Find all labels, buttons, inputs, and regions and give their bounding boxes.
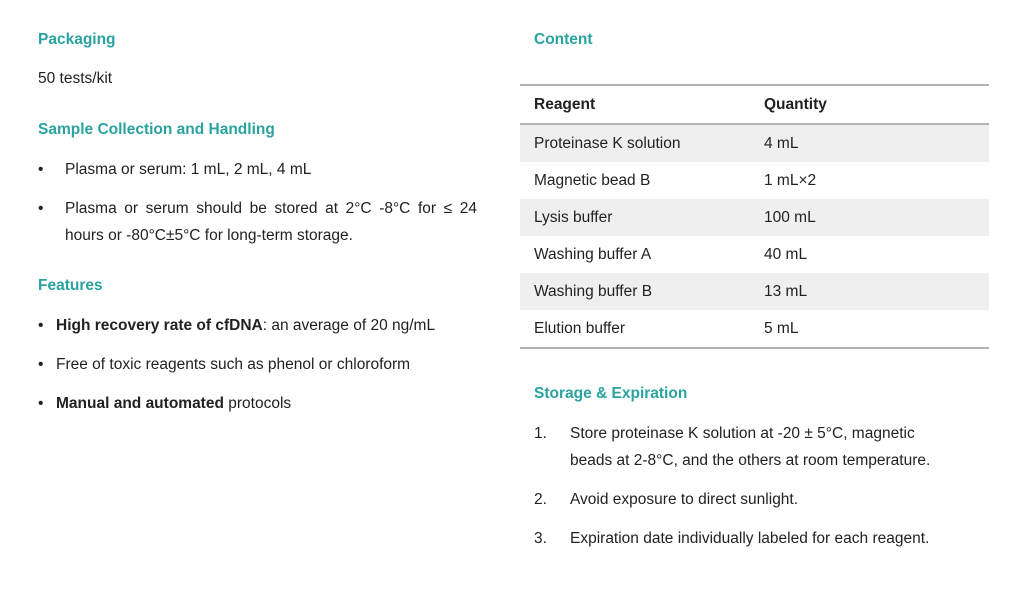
storage-item-line: beads at 2-8°C, and the others at room temperature. [570,452,931,469]
column-header-reagent: Reagent [534,95,596,113]
quantity-cell: 13 mL [764,282,808,300]
quantity-cell: 100 mL [764,208,816,226]
sample-bullet-text: Plasma or serum: 1 mL, 2 mL, 4 mL [65,161,312,178]
feature-rest-text: Free of toxic reagents such as phenol or chloroform [56,356,411,373]
storage-item-text: Expiration date individually labeled for each reagent. [570,530,930,547]
content-heading: Content [534,31,593,48]
bullet-icon: • [38,200,44,217]
quantity-cell: 5 mL [764,319,799,337]
feature-text [56,351,410,378]
reagent-cell: Lysis buffer [534,208,613,226]
list-number: 2. [534,491,547,508]
list-number: 1. [534,425,547,442]
packaging-heading: Packaging [38,31,116,48]
reagent-cell: Proteinase K solution [534,134,681,152]
table-row [520,236,989,273]
reagent-cell: Washing buffer A [534,245,652,263]
bullet-icon: • [38,395,44,412]
list-number: 3. [534,530,547,547]
reagent-cell: Magnetic bead B [534,171,651,189]
table-row [520,199,989,236]
storage-item-line: Store proteinase K solution at -20 ± 5°C, magnetic [570,425,915,442]
column-header-quantity: Quantity [764,95,827,113]
table-header-row [520,86,989,125]
feature-text [56,390,291,417]
reagent-cell: Elution buffer [534,319,626,337]
feature-rest-text: protocols [223,395,292,412]
storage-list-item [534,420,974,474]
quantity-cell: 1 mL×2 [764,171,817,189]
table-row [520,273,989,310]
bullet-icon: • [38,356,44,373]
feature-bullet-item [38,351,488,378]
bullet-icon: • [38,317,44,334]
feature-bullet-item [38,390,488,417]
sample-collection-heading: Sample Collection and Handling [38,121,275,138]
storage-list-item [534,486,974,513]
storage-heading: Storage & Expiration [534,385,688,402]
storage-item-text [570,420,930,474]
table-row [520,162,989,199]
bullet-icon: • [38,161,44,178]
feature-bullet-item [38,312,488,339]
quantity-cell: 4 mL [764,134,799,152]
feature-bold-text: Manual and automated [56,395,224,412]
quantity-cell: 40 mL [764,245,808,263]
table-row [520,125,989,162]
table-row [520,310,989,347]
sample-bullet-text: Plasma or serum should be stored at 2°C -8°C for ≤ 24 hours or -80°C±5°C for long-term storage. [65,200,477,244]
sample-bullet-item [38,156,488,183]
packaging-value: 50 tests/kit [38,70,113,87]
feature-rest-text: : an average of 20 ng/mL [262,317,436,334]
storage-item-text: Avoid exposure to direct sunlight. [570,491,799,508]
reagent-cell: Washing buffer B [534,282,653,300]
feature-text [56,312,435,339]
features-heading: Features [38,277,103,294]
feature-bold-text: High recovery rate of cfDNA [56,317,263,334]
content-table [520,84,989,349]
storage-list-item [534,525,974,552]
sample-bullet-item [38,195,488,249]
